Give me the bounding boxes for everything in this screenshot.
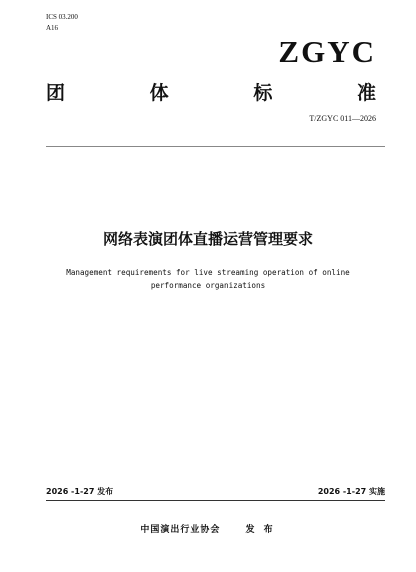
standard-type-char: 标 [253, 82, 273, 104]
organization-logo: ZGYC [278, 34, 376, 69]
implement-date: 2026 -1-27 实施 [317, 487, 385, 496]
publish-label: 发 布 [245, 525, 276, 535]
document-title-chinese: 网络表演团体直播运营管理要求 [102, 230, 313, 248]
standard-type-heading [46, 78, 376, 102]
standard-type-char: 团 [46, 82, 66, 104]
standard-type-char: 体 [149, 82, 169, 104]
publish-date: 2026 -1-27 发布 [46, 487, 114, 496]
publisher-line [0, 522, 416, 535]
standard-number: T/ZGYC 011—2026 [309, 114, 376, 123]
ics-code-block [46, 12, 78, 34]
publisher-organization: 中国演出行业协会 [140, 525, 221, 535]
standard-type-char: 准 [356, 82, 376, 104]
footer-divider [46, 500, 385, 501]
ics-number: ICS 03.200 [46, 13, 78, 21]
document-title-english: Management requirements for live streaming operation of online performance organizations [66, 268, 350, 290]
ccs-number: A16 [46, 24, 59, 32]
header-divider [46, 146, 385, 147]
